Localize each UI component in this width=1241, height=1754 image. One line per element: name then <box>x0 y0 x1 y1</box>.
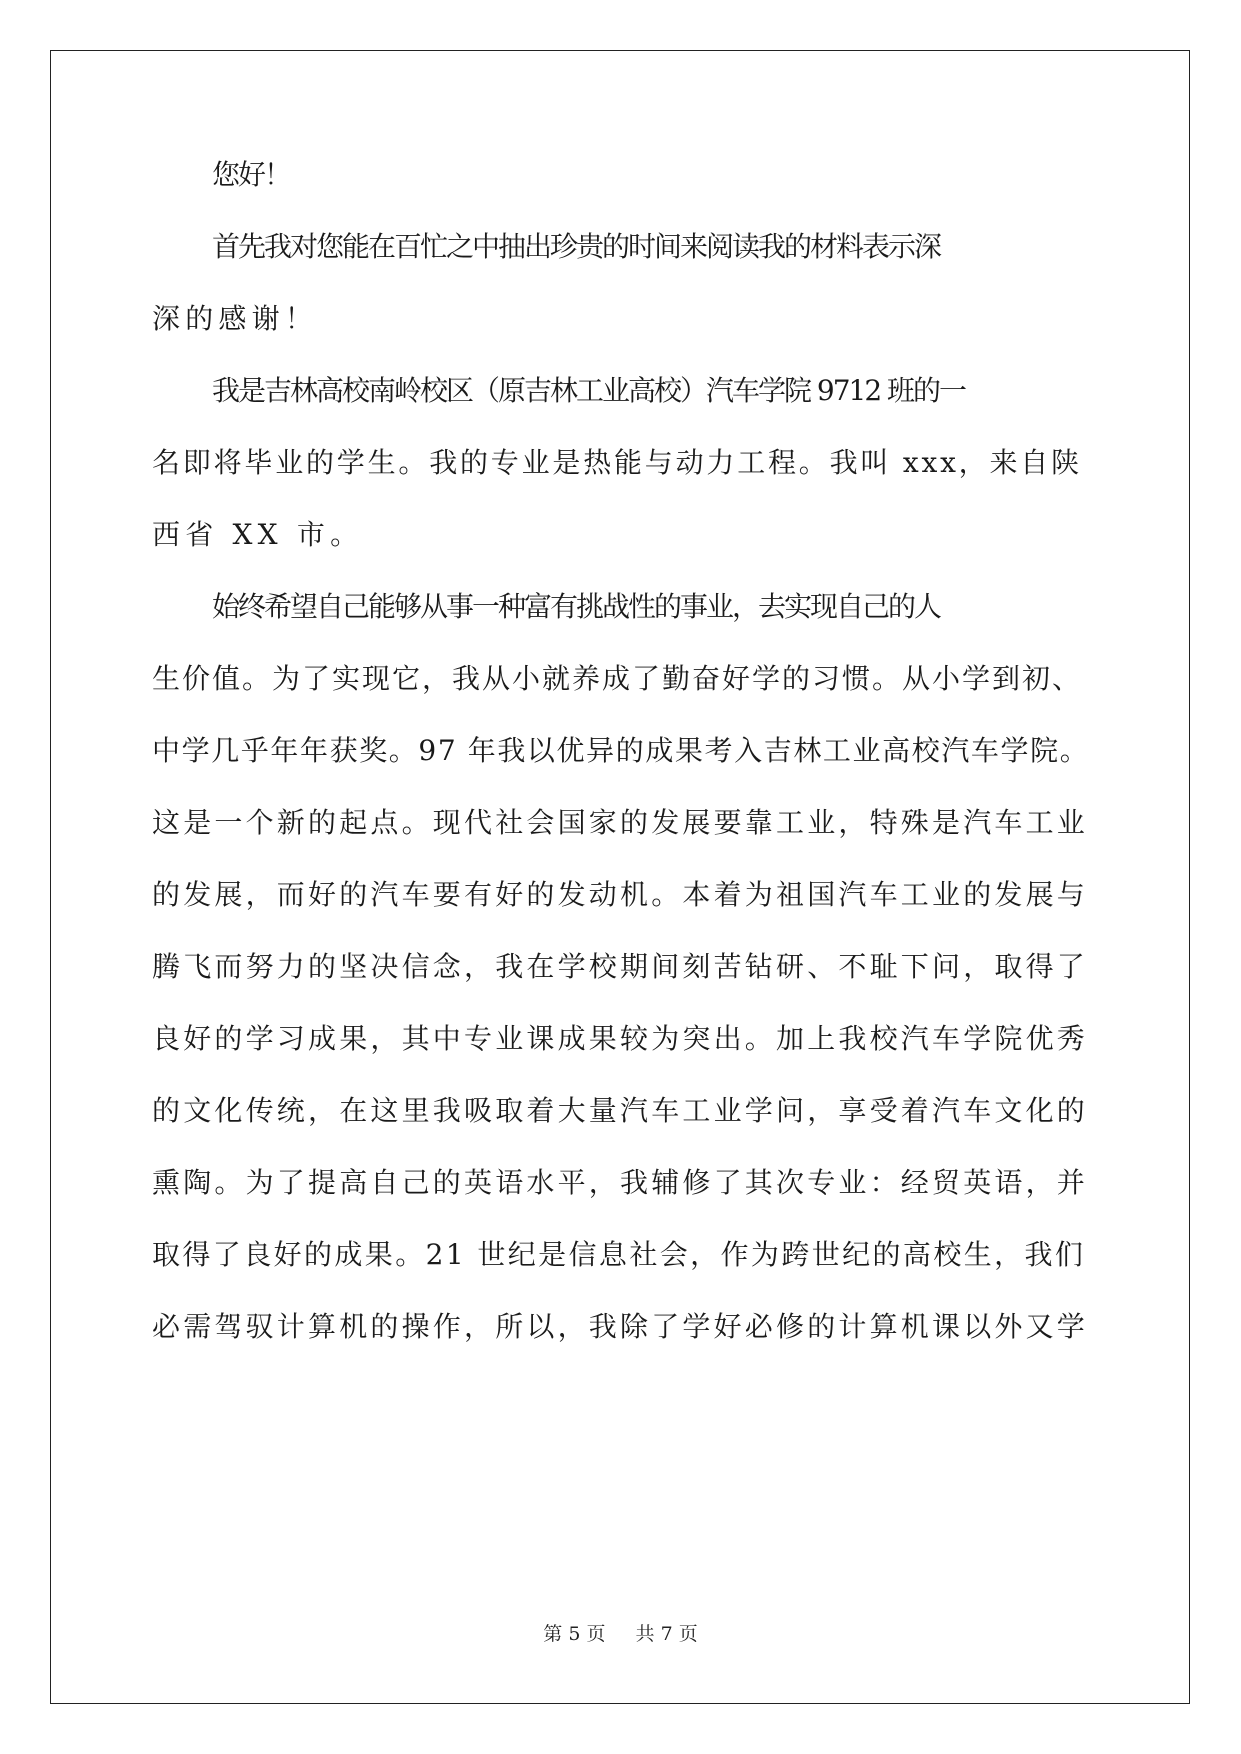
paragraph-1-line-2: 深的感谢！ <box>152 302 319 335</box>
greeting: 您好！ <box>212 158 291 191</box>
paragraph-3-line-3: 中学几乎年年获奖。97 年我以优异的成果考入吉林工业高校汽车学院。 <box>152 734 1090 767</box>
paragraph-3-line-4: 这是一个新的起点。现代社会国家的发展要靠工业，特殊是汽车工业 <box>152 806 1089 839</box>
paragraph-2-line-3: 西省 XX 市。 <box>152 518 364 551</box>
paragraph-3-line-9: 熏陶。为了提高自己的英语水平，我辅修了其次专业：经贸英语，并 <box>152 1166 1089 1199</box>
paragraph-3-line-6: 腾飞而努力的坚决信念，我在学校期间刻苦钻研、不耻下问，取得了 <box>152 950 1089 983</box>
paragraph-3-line-1: 始终希望自己能够从事一种富有挑战性的事业，去实现自己的人 <box>212 590 941 623</box>
paragraph-3-line-10: 取得了良好的成果。21 世纪是信息社会，作为跨世纪的高校生，我们 <box>152 1238 1086 1271</box>
paragraph-2-line-1: 我是吉林高校南岭校区（原吉林工业高校）汽车学院 9712 班的一 <box>212 374 966 407</box>
paragraph-3-line-7: 良好的学习成果，其中专业课成果较为突出。加上我校汽车学院优秀 <box>152 1022 1089 1055</box>
page-total: 共 7 页 <box>635 1623 698 1645</box>
page-number: 第 5 页 <box>543 1623 606 1645</box>
paragraph-3-line-2: 生价值。为了实现它，我从小就养成了勤奋好学的习惯。从小学到初、 <box>152 662 1083 695</box>
paragraph-3-line-11: 必需驾驭计算机的操作，所以，我除了学好必修的计算机课以外又学 <box>152 1310 1089 1343</box>
page-footer <box>0 1622 1241 1646</box>
paragraph-3-line-5: 的发展，而好的汽车要有好的发动机。本着为祖国汽车工业的发展与 <box>152 878 1089 911</box>
paragraph-2-line-2: 名即将毕业的学生。我的专业是热能与动力工程。我叫 xxx，来自陕 <box>152 446 1082 479</box>
paragraph-3-line-8: 的文化传统，在这里我吸取着大量汽车工业学问，享受着汽车文化的 <box>152 1094 1089 1127</box>
paragraph-1-line-1: 首先我对您能在百忙之中抽出珍贵的时间来阅读我的材料表示深 <box>212 230 941 263</box>
